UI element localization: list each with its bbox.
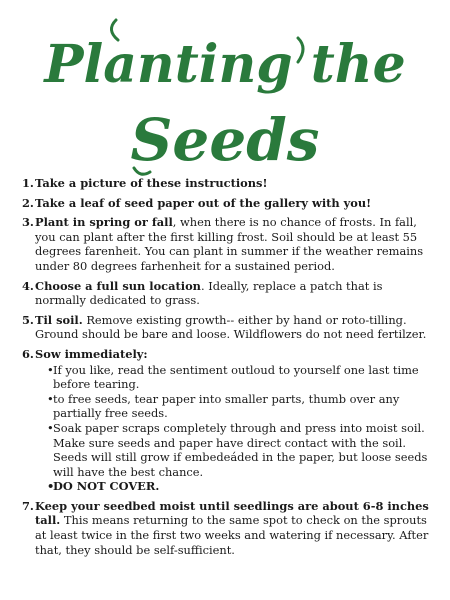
step-lead: Choose a full sun location [35,278,201,293]
step-6 [22,347,432,494]
instructions-list [22,176,432,557]
step-text: . Ideally, replace a patch that is normally dedicated to grass. [35,278,383,308]
step-number: 6. [22,346,34,361]
bullet-text: If you like, read the sentiment outloud to yourself one last time before tearing. [53,362,419,392]
step-3 [22,215,432,273]
step-1 [22,176,432,191]
step-lead: Plant in spring or fall [35,215,173,230]
title-svg [0,10,450,178]
step-lead: Sow immediately: [35,346,148,361]
list-item [35,363,432,392]
sow-bullet-list [35,363,432,494]
step-text: This means returning to the same spot to check on the sprouts at least twice in the first two weeks and watering if necessary. After that, they should be self-sufficient. [35,513,429,557]
list-item-warning [35,479,432,494]
step-number: 5. [22,312,34,327]
step-number: 1. [22,176,34,190]
title-graphic [0,10,450,178]
bullet-text: Soak paper scraps completely through and press into moist soil. Make sure seeds and paper have direct contact with the soil. Seeds will still grow if embedeáded in the paper, but loose seeds will have the best chance. [53,420,428,479]
bullet-text: DO NOT COVER. [53,479,160,494]
step-number: 7. [22,498,34,513]
step-5 [22,313,432,342]
list-item [35,392,432,421]
list-item [35,421,432,479]
step-text: Remove existing growth-- either by hand or roto-tilling. Ground should be bare and loose. Wildflowers do not need fertilzer. [35,312,427,342]
step-lead: Take a picture of these instructions! [35,176,268,190]
step-7 [22,499,432,557]
step-text: , when there is no chance of frosts. In fall, you can plant after the first killing frost. Soil should be at least 55 degrees farenheit. You can plant in summer if the weather remains under 80 degrees farhenheit for a sustained period. [35,215,424,273]
title-line-1: Planting the [44,34,406,95]
step-4 [22,279,432,308]
step-number: 4. [22,278,34,293]
step-number: 2. [22,195,34,210]
step-lead: Keep your seedbed moist until seedlings are about 6-8 inches tall. [35,498,429,528]
bullet-text: to free seeds, tear paper into smaller parts, thumb over any partially free seeds. [53,391,400,421]
step-number: 3. [22,215,34,230]
step-2 [22,196,432,211]
step-lead: Til soil. [35,312,83,327]
title-line-2: Seeds [130,106,320,174]
step-lead: Take a leaf of seed paper out of the gallery with you! [35,195,372,210]
